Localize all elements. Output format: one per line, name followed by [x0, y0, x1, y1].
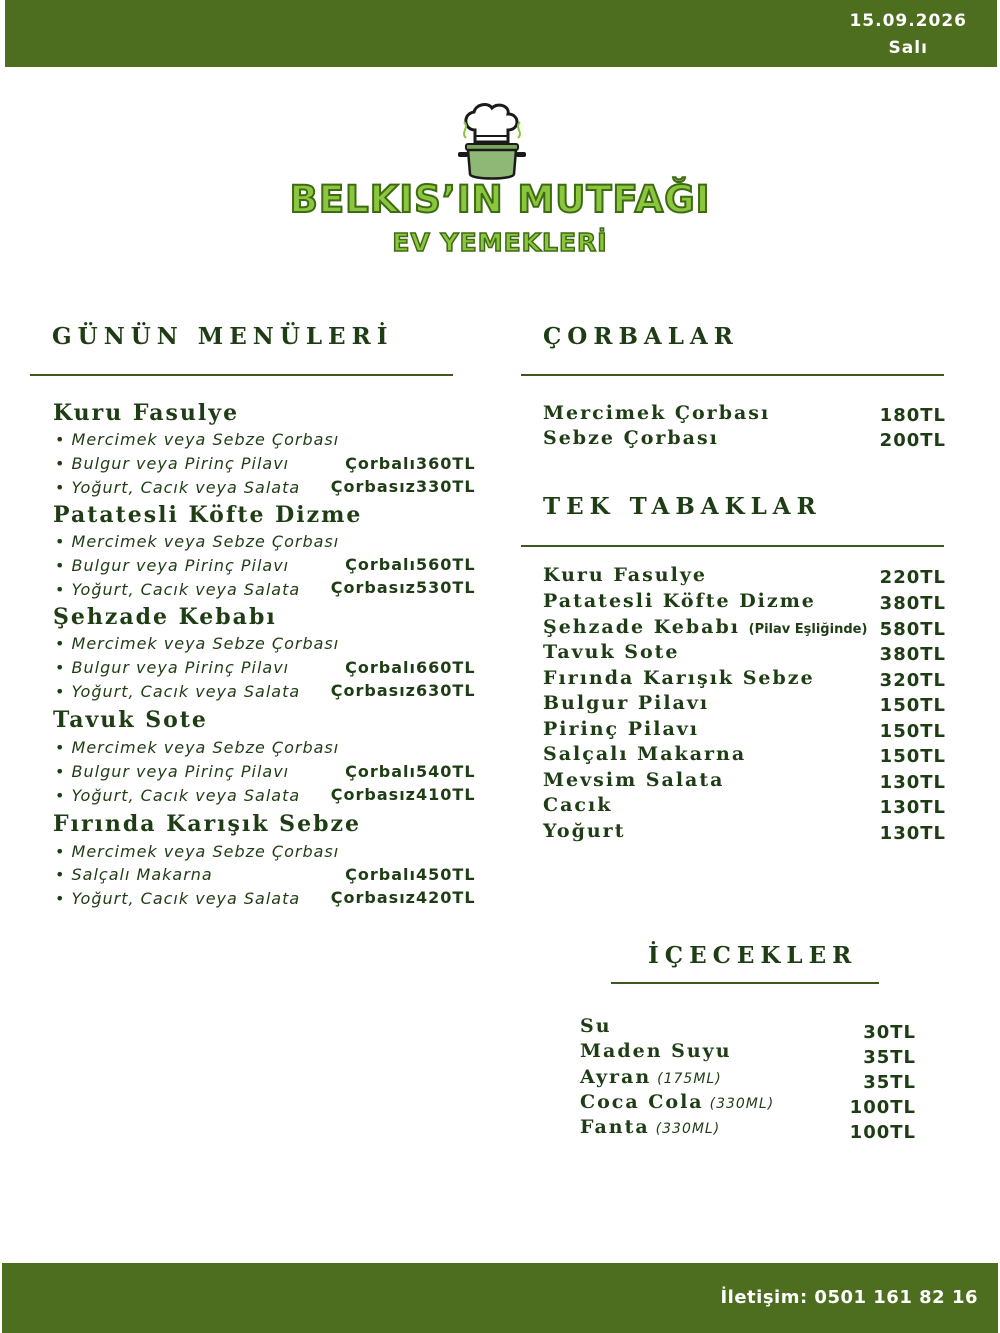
price-value: 560TL	[416, 555, 476, 574]
plate-price: 150TL	[879, 695, 946, 716]
drink-name	[580, 1040, 732, 1062]
price-label: Çorbasız	[330, 785, 416, 804]
date-block	[849, 8, 967, 62]
soup-price: 200TL	[879, 430, 946, 451]
price-label: Çorbalı	[345, 865, 416, 884]
soups-title: ÇORBALAR	[543, 323, 739, 350]
plate-label: Bulgur Pilavı	[543, 692, 710, 714]
daily-menus-divider	[30, 374, 453, 376]
contact-phone: İletişim: 0501 161 82 16	[720, 1287, 978, 1308]
price-without-soup	[331, 681, 474, 700]
price-value: 450TL	[416, 865, 476, 884]
price-label: Çorbalı	[345, 555, 416, 574]
drink-name	[580, 1066, 722, 1088]
header-bar	[5, 0, 997, 67]
plate-label: Patatesli Köfte Dizme	[543, 590, 816, 612]
drink-price: 100TL	[849, 1122, 916, 1143]
soup-price: 180TL	[879, 405, 946, 426]
drink-volume: (330ML)	[709, 1096, 775, 1112]
menu-item: • Mercimek veya Sebze Çorbası	[55, 430, 340, 449]
price-with-soup	[345, 555, 474, 574]
price-with-soup	[345, 658, 474, 677]
price-without-soup	[331, 785, 474, 804]
drinks-title: İÇECEKLER	[648, 942, 858, 969]
drink-price: 35TL	[863, 1047, 916, 1068]
price-with-soup	[345, 865, 474, 884]
plate-name	[543, 667, 815, 689]
drink-name	[580, 1091, 774, 1113]
plate-label: Tavuk Sote	[543, 641, 680, 663]
menu-item: • Yoğurt, Cacık veya Salata	[55, 786, 301, 805]
plate-label: Pirinç Pilavı	[543, 718, 700, 740]
price-without-soup	[331, 477, 474, 496]
plate-name	[543, 564, 707, 586]
price-label: Çorbasız	[330, 477, 416, 496]
plate-note: (Pilav Eşliğinde)	[748, 622, 868, 637]
plate-price: 220TL	[879, 567, 946, 588]
plate-price: 380TL	[879, 593, 946, 614]
plate-price: 130TL	[879, 772, 946, 793]
menu-title: Fırında Karışık Sebze	[53, 811, 361, 837]
plate-label: Şehzade Kebabı	[543, 616, 740, 638]
plate-price: 380TL	[879, 644, 946, 665]
plate-name	[543, 616, 867, 638]
menu-item: • Bulgur veya Pirinç Pilavı	[55, 762, 290, 781]
menu-title: Tavuk Sote	[53, 707, 208, 733]
price-value: 410TL	[416, 785, 476, 804]
price-value: 630TL	[416, 681, 476, 700]
plate-name	[543, 794, 612, 816]
menu-item: • Salçalı Makarna	[55, 865, 213, 884]
menu-item: • Yoğurt, Cacık veya Salata	[55, 580, 301, 599]
chef-hat-pot-icon	[430, 102, 550, 188]
drink-volume: (330ML)	[655, 1121, 721, 1137]
menu-item: • Mercimek veya Sebze Çorbası	[55, 634, 340, 653]
price-value: 530TL	[416, 578, 476, 597]
price-value: 360TL	[416, 454, 476, 473]
date-text: 15.09.2026	[849, 11, 967, 31]
drink-label: Fanta	[580, 1116, 650, 1138]
price-label: Çorbasız	[330, 888, 416, 907]
footer-bar	[2, 1263, 998, 1333]
price-value: 330TL	[416, 477, 476, 496]
menu-item: • Yoğurt, Cacık veya Salata	[55, 889, 301, 908]
menu-item: • Bulgur veya Pirinç Pilavı	[55, 556, 290, 575]
price-value: 540TL	[416, 762, 476, 781]
plate-label: Fırında Karışık Sebze	[543, 667, 815, 689]
plate-price: 150TL	[879, 721, 946, 742]
daily-menus-title: GÜNÜN MENÜLERİ	[52, 323, 394, 350]
single-plates-title: TEK TABAKLAR	[543, 493, 822, 520]
brand-tagline: EV YEMEKLERİ	[392, 228, 608, 257]
price-label: Çorbalı	[345, 762, 416, 781]
drink-price: 30TL	[863, 1022, 916, 1043]
plate-label: Yoğurt	[543, 820, 626, 842]
plate-name	[543, 692, 709, 714]
plate-name	[543, 743, 746, 765]
soup-name: Mercimek Çorbası	[543, 402, 771, 424]
plate-price: 130TL	[879, 797, 946, 818]
drink-price: 100TL	[849, 1097, 916, 1118]
menu-item: • Mercimek veya Sebze Çorbası	[55, 738, 340, 757]
drink-volume: (175ML)	[657, 1071, 722, 1087]
drink-name	[580, 1116, 720, 1138]
price-label: Çorbasız	[330, 578, 416, 597]
price-with-soup	[345, 454, 474, 473]
price-without-soup	[331, 888, 474, 907]
plate-price: 150TL	[879, 746, 946, 767]
plate-label: Cacık	[543, 794, 613, 816]
plate-name	[543, 718, 699, 740]
menu-title: Şehzade Kebabı	[53, 604, 277, 630]
soup-name: Sebze Çorbası	[543, 427, 719, 449]
drink-label: Ayran	[580, 1066, 652, 1088]
drink-price: 35TL	[863, 1072, 916, 1093]
price-label: Çorbasız	[330, 681, 416, 700]
single-plates-divider	[521, 545, 944, 547]
plate-label: Salçalı Makarna	[543, 743, 747, 765]
plate-price: 320TL	[879, 670, 946, 691]
menu-item: • Mercimek veya Sebze Çorbası	[55, 842, 340, 861]
menu-title: Patatesli Köfte Dizme	[53, 502, 363, 528]
plate-name	[543, 820, 625, 842]
drink-label: Coca Cola	[580, 1091, 704, 1113]
menu-item: • Yoğurt, Cacık veya Salata	[55, 478, 301, 497]
plate-name	[543, 769, 724, 791]
drink-name	[580, 1015, 612, 1037]
price-value: 420TL	[416, 888, 476, 907]
price-label: Çorbalı	[345, 454, 416, 473]
price-value: 660TL	[416, 658, 476, 677]
price-label: Çorbalı	[345, 658, 416, 677]
drinks-divider	[611, 982, 879, 984]
price-without-soup	[331, 578, 474, 597]
menu-item: • Bulgur veya Pirinç Pilavı	[55, 658, 290, 677]
plate-name	[543, 590, 816, 612]
day-text: Salı	[888, 38, 928, 58]
price-with-soup	[345, 762, 474, 781]
menu-item: • Bulgur veya Pirinç Pilavı	[55, 454, 290, 473]
soups-divider	[521, 374, 944, 376]
plate-price: 130TL	[879, 823, 946, 844]
menu-title: Kuru Fasulye	[53, 400, 240, 426]
drink-label: Su	[580, 1015, 612, 1037]
menu-item: • Mercimek veya Sebze Çorbası	[55, 532, 340, 551]
plate-name	[543, 641, 680, 663]
plate-label: Kuru Fasulye	[543, 564, 707, 586]
plate-label: Mevsim Salata	[543, 769, 725, 791]
brand-name: BELKIS’IN MUTFAĞI	[289, 178, 711, 221]
drink-label: Maden Suyu	[580, 1040, 732, 1062]
menu-item: • Yoğurt, Cacık veya Salata	[55, 682, 301, 701]
plate-price: 580TL	[879, 619, 946, 640]
